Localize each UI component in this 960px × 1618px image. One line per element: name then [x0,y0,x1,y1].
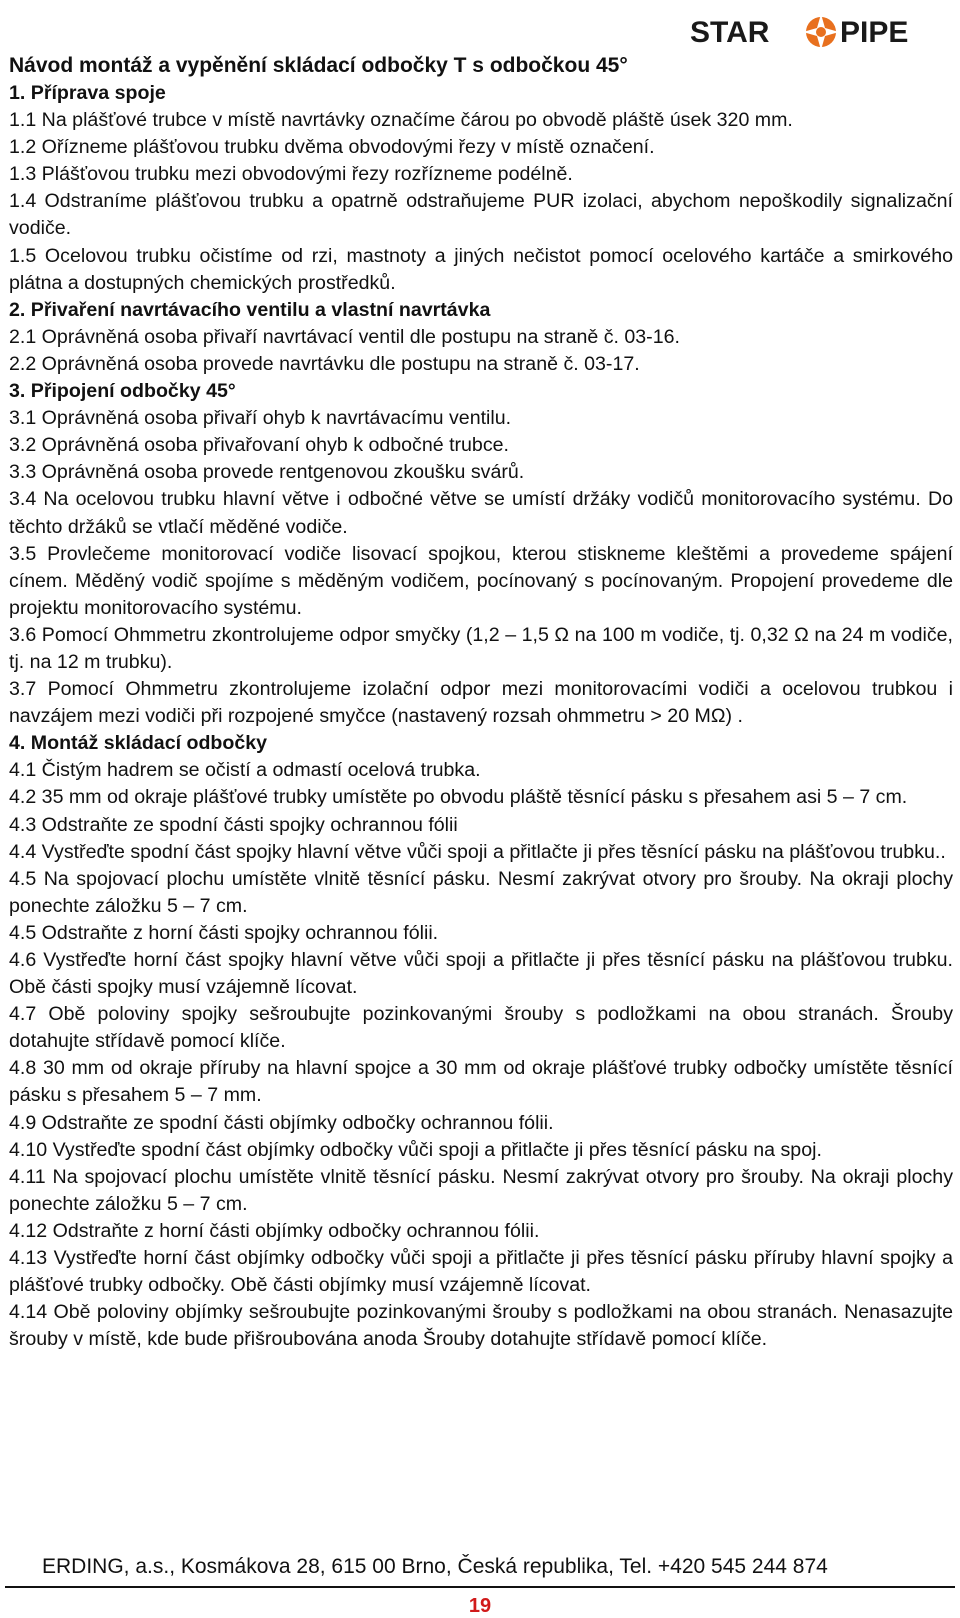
paragraph: 3.1 Oprávněná osoba přivaří ohyb k navrtávacímu ventilu. [9,407,512,430]
document-body [9,52,953,1353]
paragraph: 4.2 35 mm od okraje plášťové trubky umístěte po obvodu pláště těsnící pásku s přesahem asi 5 – 7 cm. [9,786,908,809]
logo-text-pipe: PIPE [840,16,909,49]
footer-divider [5,1586,955,1588]
paragraph: 4.6 Vystřeďte horní část spojky hlavní větve vůči spoji a přitlačte ji přes těsnící pásku na plášťovou trubku. Obě části spojky musí vzájemně lícovat. [9,949,953,999]
paragraph: 1.3 Plášťovou trubku mezi obvodovými řezy rozřízneme podélně. [9,163,573,186]
paragraph: 2.2 Oprávněná osoba provede navrtávku dle postupu na straně č. 03-17. [9,352,640,375]
paragraph: 4.10 Vystřeďte spodní část objímky odbočky vůči spoji a přitlačte ji přes těsnící pásku na spoj. [9,1138,822,1161]
page-number: 19 [468,1595,492,1617]
document-title: Návod montáž a vypěnění skládací odbočky T s odbočkou 45° [9,54,628,77]
starpipe-logo [690,12,945,52]
section-heading: 2. Přivaření navrtávacího ventilu a vlastní navrtávka [9,298,491,321]
starpipe-logo-graphic [690,12,945,52]
paragraph: 4.14 Obě poloviny objímky sešroubujte pozinkovanými šrouby s podložkami na obou stranách. Nenasazujte šrouby v místě, kde bude přišroubována anoda Šrouby dotahujte střídavě pomocí klíče. [9,1301,953,1351]
paragraph: 3.2 Oprávněná osoba přivařovaní ohyb k odbočné trubce. [9,434,509,457]
paragraph: 3.5 Provlečeme monitorovací vodiče lisovací spojkou, kterou stiskneme kleštěmi a provedeme spájení cínem. Měděný vodič spojíme s měděným vodičem, pocínovaný s pocínovaným. Propojení provedeme dle projektu monitorovacího systému. [9,542,953,619]
paragraph: 4.8 30 mm od okraje příruby na hlavní spojce a 30 mm od okraje plášťové trubky odbočky umístěte těsnící pásku s přesahem 5 – 7 mm. [9,1057,953,1107]
paragraph: 1.2 Ořízneme plášťovou trubku dvěma obvodovými řezy v místě označení. [9,136,655,159]
footer-address: ERDING, a.s., Kosmákova 28, 615 00 Brno, Česká republika, Tel. +420 545 244 874 [42,1555,828,1578]
logo-star-icon [803,14,839,50]
section-heading: 3. Připojení odbočky 45° [9,380,236,403]
paragraph: 1.1 Na plášťové trubce v místě navrtávky označíme čárou po obvodě pláště úsek 320 mm. [9,109,793,132]
paragraph: 3.3 Oprávněná osoba provede rentgenovou zkoušku svárů. [9,461,525,484]
paragraph: 4.4 Vystřeďte spodní část spojky hlavní větve vůči spoji a přitlačte ji přes těsnící pásku na plášťovou trubku.. [9,840,946,863]
paragraph: 4.3 Odstraňte ze spodní části spojky ochrannou fólii [9,813,458,836]
paragraph: 3.6 Pomocí Ohmmetru zkontrolujeme odpor smyčky (1,2 – 1,5 Ω na 100 m vodiče, tj. 0,32 Ω na 24 m vodiče, tj. na 12 m trubku). [9,623,953,673]
paragraph: 4.5 Na spojovací plochu umístěte vlnitě těsnící pásku. Nesmí zakrývat otvory pro šrouby. Na okraji plochy ponechte záložku 5 – 7 cm. [9,867,953,917]
section-heading: 4. Montáž skládací odbočky [9,732,268,755]
paragraph: 1.4 Odstraníme plášťovou trubku a opatrně odstraňujeme PUR izolaci, abychom nepoškodily signalizační vodiče. [9,190,953,240]
paragraph: 3.7 Pomocí Ohmmetru zkontrolujeme izolační odpor mezi monitorovacími vodiči a ocelovou trubkou i navzájem mezi vodiči při rozpojené smyčce (nastavený rozsah ohmmetru > 20 MΩ) . [9,678,953,728]
paragraph: 4.7 Obě poloviny spojky sešroubujte pozinkovanými šrouby s podložkami na obou stranách. Šrouby dotahujte střídavě pomocí klíče. [9,1003,953,1053]
paragraph: 3.4 Na ocelovou trubku hlavní větve i odbočné větve se umístí držáky vodičů monitorovacího systému. Do těchto držáků se vtlačí měděné vodiče. [9,488,953,538]
paragraph: 4.13 Vystřeďte horní část objímky odbočky vůči spoji a přitlačte ji přes těsnící pásku příruby hlavní spojky a plášťové trubky odbočky. Obě části objímky musí vzájemně lícovat. [9,1247,953,1297]
paragraph: 4.11 Na spojovací plochu umístěte vlnitě těsnící pásku. Nesmí zakrývat otvory pro šrouby. Na okraji plochy ponechte záložku 5 – 7 cm. [9,1165,953,1215]
paragraph: 4.9 Odstraňte ze spodní části objímky odbočky ochrannou fólii. [9,1111,554,1134]
paragraph: 4.1 Čistým hadrem se očistí a odmastí ocelová trubka. [9,759,481,782]
paragraph: 2.1 Oprávněná osoba přivaří navrtávací ventil dle postupu na straně č. 03-16. [9,325,680,348]
section-heading: 1. Příprava spoje [9,82,166,104]
document-blocks [9,80,953,1353]
paragraph: 4.12 Odstraňte z horní části objímky odbočky ochrannou fólii. [9,1219,540,1242]
paragraph: 1.5 Ocelovou trubku očistíme od rzi, mastnoty a jiných nečistot pomocí ocelového kartáče a smirkového plátna a dostupných chemických prostředků. [9,244,953,294]
paragraph: 4.5 Odstraňte z horní části spojky ochrannou fólii. [9,921,439,944]
logo-text-star: STAR [690,16,770,49]
